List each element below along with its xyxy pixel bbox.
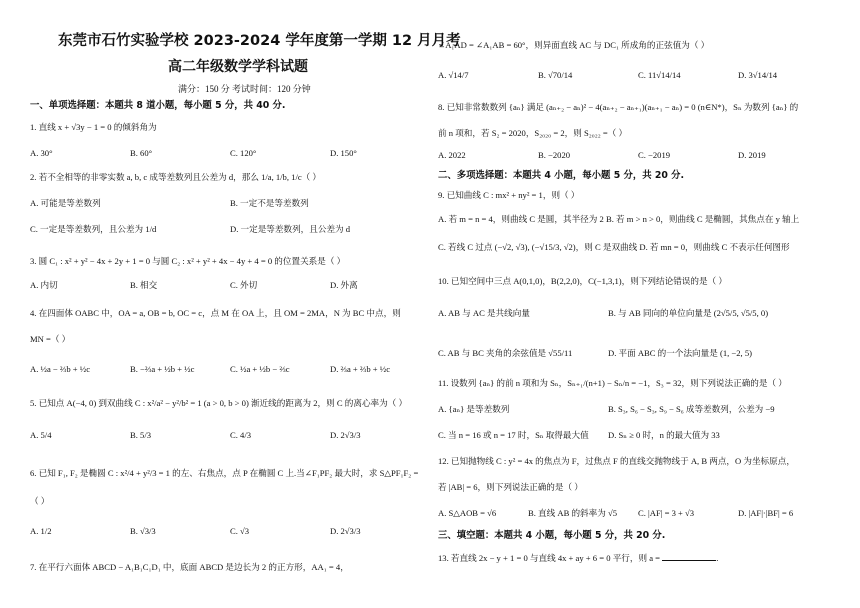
q1-option-b: B. 60°: [130, 148, 153, 158]
q8-option-a: A. 2022: [438, 150, 466, 160]
question-13: [438, 552, 718, 564]
q2-option-c: C. 一定是等差数列，且公差为 1/d: [30, 224, 157, 234]
q9-options-ab: A. 若 m = n = 4，则曲线 C 是圆，其半径为 2 B. 若 m > n > 0，则曲线 C 是椭圆，其焦点在 y 轴上: [438, 214, 800, 224]
q4-option-b: B. −⅔a + ½b + ½c: [130, 364, 195, 374]
q4-option-c: C. ½a + ½b − ⅔c: [230, 364, 290, 374]
question-6: 6. 已知 F₁, F₂ 是椭圆 C : x²/4 + y²/3 = 1 的左、右焦点，点 P 在椭圆 C 上.当∠F₁PF₂ 最大时，求 S△PF₁F₂ =: [30, 468, 419, 478]
q2-option-a: A. 可能是等差数列: [30, 198, 101, 208]
q7-option-a: A. √14/7: [438, 70, 469, 80]
q2-option-b: B. 一定不是等差数列: [230, 198, 309, 208]
q10-option-c: C. AB 与 BC 夹角的余弦值是 √55/11: [438, 348, 573, 358]
q6-option-b: B. √3/3: [130, 526, 156, 536]
q2-option-d: D. 一定是等差数列，且公差为 d: [230, 224, 351, 234]
q9-options-cd: C. 若线 C 过点 (−√2, √3), (−√15/3, √2)，则 C 是双曲线 D. 若 mn = 0，则曲线 C 不表示任何图形: [438, 242, 790, 252]
q8-option-c: C. −2019: [638, 150, 671, 160]
q12-option-c: C. |AF| = 3 + √3: [638, 508, 695, 518]
q12-option-b: B. 直线 AB 的斜率为 √5: [528, 508, 617, 518]
q6-option-d: D. 2√3/3: [330, 526, 361, 536]
q10-option-d: D. 平面 ABC 的一个法向量是 (1, −2, 5): [608, 348, 753, 358]
section-multiple-choice: 二、多项选择题：本题共 4 小题，每小题 5 分，共 20 分.: [438, 170, 685, 181]
q11-option-a: A. {aₙ} 是等差数列: [438, 404, 510, 414]
q1-option-c: C. 120°: [230, 148, 257, 158]
question-1: 1. 直线 x + √3y − 1 = 0 的倾斜角为: [30, 122, 157, 132]
question-4-cont: MN =（ ）: [30, 334, 71, 344]
q1-option-a: A. 30°: [30, 148, 53, 158]
q3-option-d: D. 外离: [330, 280, 358, 290]
q4-option-a: A. ½a − ⅔b + ½c: [30, 364, 91, 374]
exam-info: 满分：150 分 考试时间：120 分钟: [178, 84, 311, 94]
q7-option-c: C. 11√14/14: [638, 70, 681, 80]
q8-option-b: B. −2020: [538, 150, 571, 160]
q6-option-a: A. 1/2: [30, 526, 52, 536]
q12-option-d: D. |AF|·|BF| = 6: [738, 508, 794, 518]
question-12: 12. 已知抛物线 C : y² = 4x 的焦点为 F，过焦点 F 的直线交抛物线于 A, B 两点，O 为坐标原点，: [438, 456, 795, 466]
q3-option-b: B. 相交: [130, 280, 158, 290]
question-4: 4. 在四面体 OABC 中，OA = a, OB = b, OC = c，点 M 在 OA 上，且 OM = 2MA，N 为 BC 中点，则: [30, 308, 401, 318]
question-11: 11. 设数列 {aₙ} 的前 n 项和为 Sₙ，Sₙ₊₁/(n+1) − Sₙ/n = −1，S₃ = 32，则下列说法正确的是（ ）: [438, 378, 787, 388]
q6-option-c: C. √3: [230, 526, 250, 536]
question-10: 10. 已知空间中三点 A(0,1,0)，B(2,2,0)，C(−1,3,1)，则下列结论错误的是（ ）: [438, 276, 727, 286]
exam-subtitle: 高二年级数学学科试题: [168, 59, 308, 75]
q3-option-c: C. 外切: [230, 280, 258, 290]
exam-title: 东莞市石竹实验学校 2023-2024 学年度第一学期 12 月月考: [58, 33, 461, 49]
question-8: 8. 已知非常数数列 {aₙ} 满足 (aₙ₊₂ − aₙ)² − 4(aₙ₊₂ − aₙ₊₁)(aₙ₊₁ − aₙ) = 0 (n∈N*)，Sₙ 为数列 {aₙ} 的: [438, 102, 799, 112]
question-13-text: 13. 若直线 2x − y + 1 = 0 与直线 4x + ay + 6 = 0 平行，则 a =: [438, 553, 661, 563]
q5-option-b: B. 5/3: [130, 430, 152, 440]
q7-option-b: B. √70/14: [538, 70, 573, 80]
q11-option-d: D. Sₙ ≥ 0 时，n 的最大值为 33: [608, 430, 720, 440]
question-7-cont: ∠A₁AD = ∠A₁AB = 60°，则异面直线 AC 与 DC₁ 所成角的正弦值为（ ）: [438, 40, 710, 50]
section-single-choice: 一、单项选择题：本题共 8 道小题，每小题 5 分，共 40 分.: [30, 100, 286, 111]
question-9: 9. 已知曲线 C : mx² + ny² = 1，则（ ）: [438, 190, 580, 200]
question-13-end: .: [716, 553, 719, 563]
q3-option-a: A. 内切: [30, 280, 58, 290]
q11-option-c: C. 当 n = 16 或 n = 17 时，Sₙ 取得最大值: [438, 430, 589, 440]
q8-option-d: D. 2019: [738, 150, 766, 160]
answer-blank[interactable]: [662, 552, 719, 563]
q4-option-d: D. ⅔a + ⅔b + ½c: [330, 364, 391, 374]
q5-option-d: D. 2√3/3: [330, 430, 361, 440]
q10-option-a: A. AB 与 AC 是共线向量: [438, 308, 530, 318]
q10-option-b: B. 与 AB 同向的单位向量是 (2√5/5, √5/5, 0): [608, 308, 769, 318]
q7-option-d: D. 3√14/14: [738, 70, 778, 80]
question-8-cont: 前 n 项和，若 S₂ = 2020，S₂₀₂₀ = 2，则 S₂₀₂₂ =（ ）: [438, 128, 628, 138]
q1-option-d: D. 150°: [330, 148, 357, 158]
question-2: 2. 若不全相等的非零实数 a, b, c 成等差数列且公差为 d，那么 1/a, 1/b, 1/c（ ）: [30, 172, 321, 182]
section-fill-in: 三、填空题：本题共 4 小题，每小题 5 分，共 20 分.: [438, 530, 666, 541]
question-5: 5. 已知点 A(−4, 0) 到双曲线 C : x²/a² − y²/b² = 1 (a > 0, b > 0) 渐近线的距离为 2，则 C 的离心率为（ ）: [30, 398, 408, 408]
q5-option-c: C. 4/3: [230, 430, 252, 440]
q11-option-b: B. S₃, S₆ − S₃, S₉ − S₆ 成等差数列，公差为 −9: [608, 404, 775, 414]
question-6-cont: （ ）: [30, 496, 50, 506]
q12-option-a: A. S△AOB = √6: [438, 508, 497, 518]
question-12-cont: 若 |AB| = 6，则下列说法正确的是（ ）: [438, 482, 583, 492]
question-3: 3. 圆 C₁ : x² + y² − 4x + 2y + 1 = 0 与圆 C₂ : x² + y² + 4x − 4y + 4 = 0 的位置关系是（ ）: [30, 256, 346, 266]
question-7: 7. 在平行六面体 ABCD − A₁B₁C₁D₁ 中，底面 ABCD 是边长为 2 的正方形，AA₁ = 4，: [30, 562, 349, 572]
q5-option-a: A. 5/4: [30, 430, 52, 440]
